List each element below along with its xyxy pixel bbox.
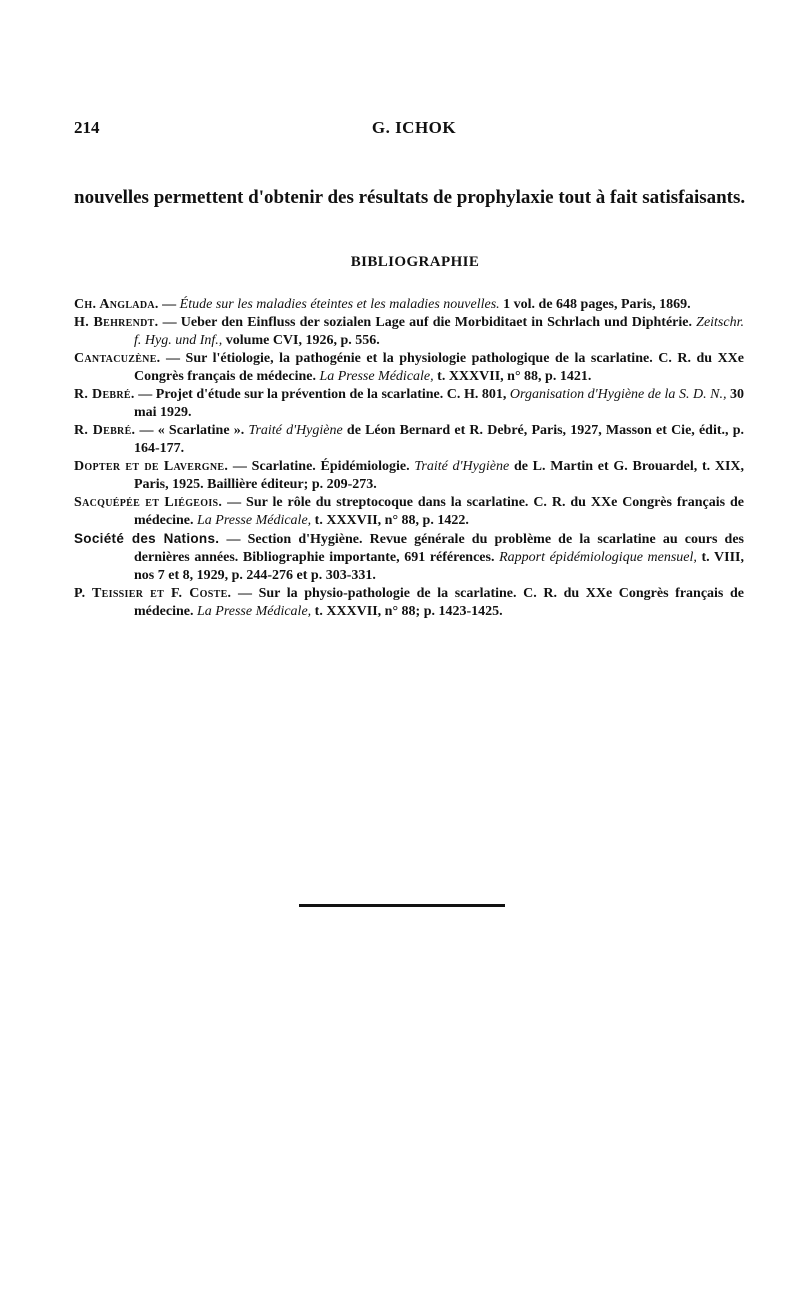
entry-journal: La Presse Médicale, [315,369,434,384]
entry-journal: Organisation d'Hygiène de la S. D. N., [506,387,727,402]
entry-author: Ch. Anglada. [74,297,159,312]
bibliography-entry [74,386,744,422]
entry-details: t. XXXVII, n° 88; p. 1423-1425. [311,604,503,619]
entry-separator: — [134,387,156,402]
entry-text: Sur la physio-pathologie de la scarlatine. C. R. du XXe Congrès français de médecine. [134,586,744,619]
bibliography-entry [74,530,744,585]
intro-paragraph: nouvelles permettent d'obtenir des résultats de prophylaxie tout à fait satisfaisants. [74,187,746,208]
bibliography-entry [74,585,744,621]
entry-text: Projet d'étude sur la prévention de la scarlatine. C. H. 801, [155,387,507,402]
entry-author: Cantacuzène. [74,351,161,366]
entry-separator: — [158,315,181,330]
bibliography-entry [74,458,744,494]
entry-separator: — [158,297,180,312]
entry-separator: — [231,586,259,601]
end-separator-rule [299,904,505,907]
entry-details: t. XXXVII, n° 88, p. 1422. [311,513,469,528]
bibliography-entry [74,314,744,350]
entry-title: Étude sur les maladies éteintes et les maladies nouvelles. [179,297,500,312]
entry-details: volume CVI, 1926, p. 556. [222,333,380,348]
entry-journal: Traité d'Hygiène [409,459,510,474]
bibliography-entry [74,422,744,458]
entry-text: « Scarlatine ». [157,423,245,438]
bibliography-list [74,296,744,621]
entry-author: R. Debré. [74,387,135,402]
bibliography-entry [74,296,744,314]
entry-details: t. XXXVII, n° 88, p. 1421. [433,369,592,384]
entry-text: Sur le rôle du streptocoque dans la scarlatine. C. R. du XXe Congrès français de médecine. [134,495,745,528]
entry-text: Ueber den Einfluss der sozialen Lage auf die Morbiditaet in Schrlach und Diphtérie. [180,315,692,330]
entry-separator: — [135,423,158,438]
entry-author: H. Behrendt. [74,315,159,330]
entry-author: P. Teissier et F. Coste. [74,586,232,601]
entry-details: de L. Martin et G. Brouardel, t. XIX, Paris, 1925. Baillière éditeur; p. 209-273. [134,459,745,492]
section-title: BIBLIOGRAPHIE [350,254,480,270]
entry-text: Section d'Hygiène. Revue générale du problème de la scarlatine au cours des dernières années. Bibliographie importante, 691 références. [134,532,745,565]
entry-journal: Traité d'Hygiène [244,423,343,438]
entry-text: Sur l'étiologie, la pathogénie et la physiologie pathologique de la scarlatine. C. R. du XXe Congrès français de médecine. [134,351,745,384]
bibliography-entry [74,494,744,530]
page-header [74,118,754,142]
entry-author: R. Debré. [74,423,136,438]
bibliography-entry [74,350,744,386]
entry-journal: La Presse Médicale, [193,604,312,619]
entry-separator: — [228,459,252,474]
entry-separator: — [219,532,248,547]
entry-text: Scarlatine. Épidémiologie. [251,459,410,474]
entry-author: Dopter et de Lavergne. [74,459,229,474]
entry-separator: — [160,351,186,366]
entry-author: Sacquépée et Liégeois. [74,495,223,510]
entry-journal: Zeitschr. f. Hyg. und Inf., [134,315,744,348]
entry-journal: Rapport épidémiologique mensuel, [494,550,697,565]
entry-details: 1 vol. de 648 pages, Paris, 1869. [499,297,691,312]
entry-details: 30 mai 1929. [134,387,745,420]
entry-journal: La Presse Médicale, [193,513,312,528]
entry-details: t. VIII, nos 7 et 8, 1929, p. 244-276 et p. 303-331. [134,550,745,583]
entry-details: de Léon Bernard et R. Debré, Paris, 1927, Masson et Cie, édit., p. 164-177. [134,423,744,456]
entry-separator: — [222,495,247,510]
page-number: 214 [74,118,100,137]
entry-author: Société des Nations. [74,531,220,546]
running-head: G. ICHOK [371,118,457,137]
